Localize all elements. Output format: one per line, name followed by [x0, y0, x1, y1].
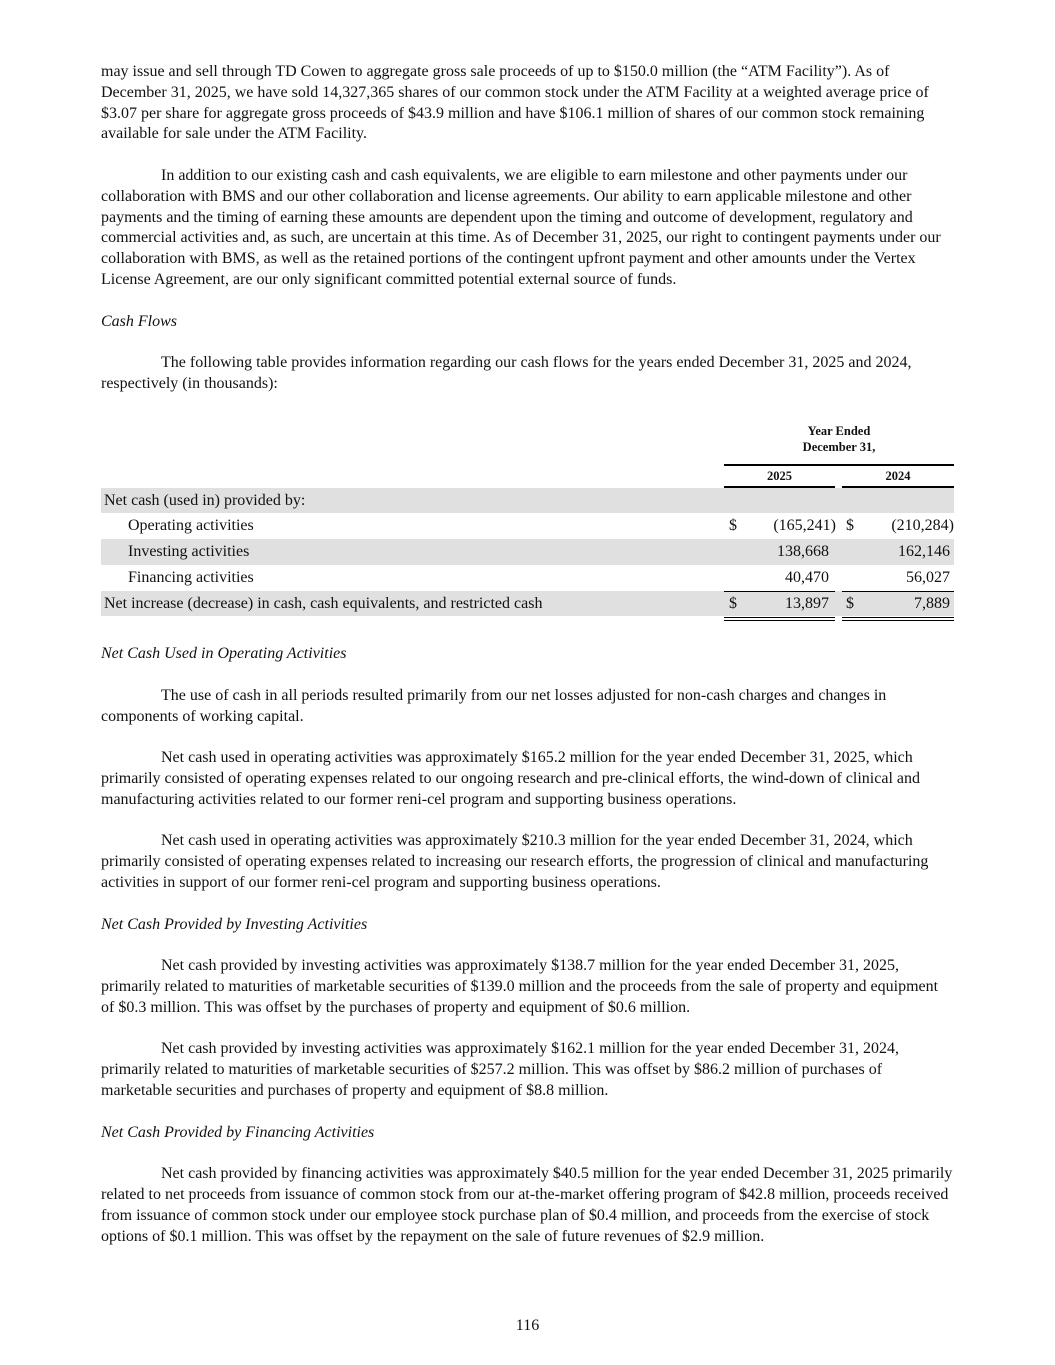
- paragraph-milestone-payments: In addition to our existing cash and cash equivalents, we are eligible to earn milestone and other payments under our collaboration with BMS and our other collaboration and license agreements. Our ability to earn applicable milestone and other payments and the timing of earning these amounts are dependent upon the timing and outcome of development, regulatory and commercial activities and, as such, are uncertain at this time. As of December 31, 2025, our right to contingent payments under our collaboration with BMS, as well as the retained portions of the contingent upfront payment and other amounts under the Vertex License Agreement, are our only significant committed potential external source of funds.: [101, 166, 941, 288]
- value-2025: 13,897: [785, 594, 829, 612]
- table-row-financing: [101, 565, 954, 591]
- header-line-2: December 31,: [802, 439, 876, 454]
- value-2024: 162,146: [898, 543, 950, 561]
- double-rule-2025: [724, 617, 835, 621]
- paragraph-operating-2024: Net cash used in operating activities was approximately $210.3 million for the year ended December 31, 2024, which primarily consisted of operating expenses related to increasing our research efforts, the progression of clinical and manufacturing activities in support of our former reni-cel program and supporting business operations.: [101, 832, 929, 891]
- table-row-investing: [101, 539, 954, 565]
- document-page: [101, 62, 954, 1268]
- table-header-year-ended: [724, 423, 954, 455]
- cash-flows-table: [101, 423, 954, 616]
- value-2024: (210,284): [891, 517, 954, 535]
- heading-cash-flows: Cash Flows: [101, 312, 178, 330]
- heading-financing-activities: Net Cash Provided by Financing Activities: [101, 1123, 375, 1141]
- paragraph-financing-2025: Net cash provided by financing activities was approximately $40.5 million for the year ended December 31, 2025 primarily related to net proceeds from issuance of common stock from our at-the-market offering program of $42.8 million, proceeds received from issuance of common stock under our employee stock purchase plan of $0.4 million, and proceeds from the exercise of stock options of $0.1 million. This was offset by the repayment on the sale of future revenues of $2.9 million.: [101, 1165, 953, 1245]
- value-2024: 56,027: [906, 568, 950, 586]
- column-header-2025: 2025: [767, 468, 792, 483]
- column-header-2024: 2024: [885, 468, 911, 483]
- table-row-total: [101, 591, 954, 617]
- currency-symbol: $: [846, 517, 854, 535]
- paragraph-atm-facility: may issue and sell through TD Cowen to aggregate gross sale proceeds of up to $150.0 million (the “ATM Facility”). As of December 31, 2025, we have sold 14,327,365 shares of our common stock under the ATM Facility at a weighted average price of $3.07 per share for aggregate gross proceeds of $43.9 million and have $106.1 million of shares of our common stock remaining available for sale under the ATM Facility.: [101, 63, 929, 143]
- row-label: Operating activities: [128, 517, 254, 535]
- section-label: Net cash (used in) provided by:: [104, 491, 306, 509]
- value-2025: 40,470: [785, 568, 829, 586]
- currency-symbol: $: [846, 594, 854, 612]
- currency-symbol: $: [729, 517, 737, 535]
- table-header-years: [101, 465, 954, 488]
- row-label: Net increase (decrease) in cash, cash equivalents, and restricted cash: [104, 594, 543, 612]
- row-label: Investing activities: [128, 543, 250, 561]
- heading-investing-activities: Net Cash Provided by Investing Activities: [101, 915, 368, 933]
- double-rule-2024: [842, 617, 954, 621]
- currency-symbol: $: [729, 594, 737, 612]
- paragraph-table-intro: The following table provides information regarding our cash flows for the years ended December 31, 2025 and 2024, respectively (in thousands):: [101, 354, 912, 392]
- page-number: 116: [515, 1317, 540, 1334]
- value-2025: (165,241): [773, 517, 836, 535]
- paragraph-investing-2025: Net cash provided by investing activities was approximately $138.7 million for the year ended December 31, 2025, primarily related to maturities of marketable securities of $139.0 million and the proceeds from the sale of property and equipment of $0.3 million. This was offset by the purchases of property and equipment of $0.6 million.: [101, 957, 939, 1016]
- paragraph-investing-2024: Net cash provided by investing activities was approximately $162.1 million for the year ended December 31, 2024, primarily related to maturities of marketable securities of $257.2 million. This was offset by $86.2 million of purchases of marketable securities and purchases of property and equipment of $8.8 million.: [101, 1040, 900, 1099]
- row-label: Financing activities: [128, 568, 254, 586]
- value-2024: 7,889: [914, 594, 950, 612]
- value-2025: 138,668: [777, 543, 829, 561]
- heading-operating-activities: Net Cash Used in Operating Activities: [101, 645, 347, 663]
- table-header-period: [101, 423, 954, 465]
- table-row-operating: [101, 513, 954, 539]
- header-line-1: Year Ended: [807, 423, 871, 438]
- paragraph-operating-2025: Net cash used in operating activities was approximately $165.2 million for the year ended December 31, 2025, which primarily consisted of operating expenses related to our ongoing research and pre-clinical efforts, the wind-down of clinical and manufacturing activities related to our former reni-cel program and supporting business operations.: [101, 749, 920, 808]
- table-section-row: [101, 488, 954, 514]
- paragraph-use-of-cash: The use of cash in all periods resulted primarily from our net losses adjusted for non-cash charges and changes in components of working capital.: [101, 686, 887, 725]
